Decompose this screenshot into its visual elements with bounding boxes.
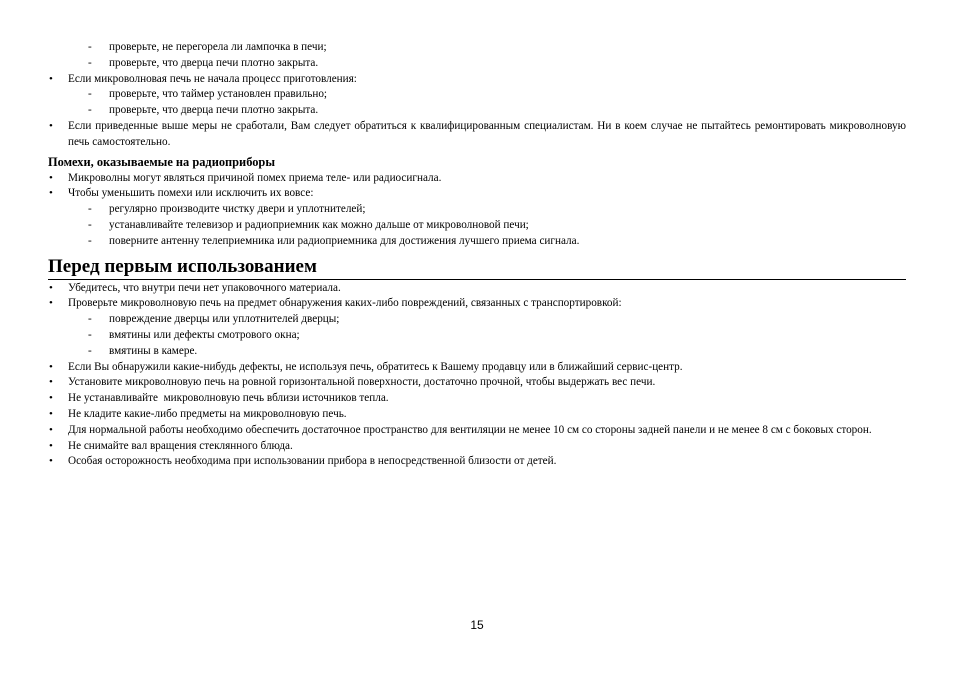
dash-item [48, 40, 906, 56]
bullet-item [48, 454, 906, 470]
bullet-item [48, 119, 906, 151]
section-subheading: Помехи, оказываемые на радиоприборы [48, 154, 275, 169]
dash-marker: - [88, 88, 92, 101]
item-text: вмятины или дефекты смотрового окна; [109, 328, 300, 341]
item-text: Убедитесь, что внутри печи нет упаковочного материала. [68, 281, 341, 294]
bullet-marker: • [49, 187, 53, 200]
dash-marker: - [88, 344, 92, 357]
dash-marker: - [88, 234, 92, 247]
item-text: Для нормальной работы необходимо обеспечить достаточное пространство для вентиляции не менее 10 см со стороны задней панели и не менее 8 см с боковых сторон. [68, 423, 872, 436]
item-text: проверьте, что дверца печи плотно закрыта. [109, 104, 319, 117]
item-text: Если Вы обнаружили какие-нибудь дефекты, не используя печь, обратитесь к Вашему продавцу или в ближайший сервис-центр. [68, 360, 683, 373]
dash-item [48, 234, 906, 250]
bullet-marker: • [49, 423, 53, 436]
item-text: повреждение дверцы или уплотнителей дверцы; [109, 313, 340, 326]
bullet-item [48, 375, 906, 391]
bullet-marker: • [49, 439, 53, 452]
item-text: Микроволны могут являться причиной помех приема теле- или радиосигнала. [68, 171, 442, 184]
bullet-marker: • [49, 72, 53, 85]
dash-item [48, 218, 906, 234]
dash-item [48, 328, 906, 344]
bullet-marker: • [49, 360, 53, 373]
item-text: Не кладите какие-либо предметы на микроволновую печь. [68, 407, 347, 420]
bullet-marker: • [49, 407, 53, 420]
page-number: 15 [470, 618, 484, 632]
dash-marker: - [88, 328, 92, 341]
bullet-marker: • [49, 376, 53, 389]
dash-item [48, 344, 906, 360]
item-text: Если микроволновая печь не начала процесс приготовления: [68, 72, 357, 85]
dash-marker: - [88, 104, 92, 117]
item-text: регулярно производите чистку двери и уплотнителей; [109, 203, 366, 216]
bullet-item [48, 423, 906, 439]
bullet-marker: • [49, 119, 53, 132]
dash-marker: - [88, 41, 92, 53]
section-heading: Перед первым использованием [48, 256, 906, 280]
item-text: Установите микроволновую печь на ровной горизонтальной поверхности, достаточно прочной, чтобы выдержать вес печи. [68, 376, 656, 389]
bullet-item [48, 281, 906, 297]
item-text: Проверьте микроволновую печь на предмет обнаружения каких-либо повреждений, связанных с транспортировкой: [68, 297, 622, 310]
bullet-item [48, 72, 906, 88]
bullet-marker: • [49, 392, 53, 405]
item-text: Не устанавливайте микроволновую печь вблизи источников тепла. [68, 392, 389, 405]
item-text: устанавливайте телевизор и радиоприемник как можно дальше от микроволновой печи; [109, 218, 529, 231]
item-text: Если приведенные выше меры не сработали, Вам следует обратиться к квалифицированным специалистам. Ни в коем случае не пытайтесь ремонтировать микроволновую печь самостоятельно. [68, 119, 906, 148]
bullet-marker: • [49, 281, 53, 294]
dash-item [48, 312, 906, 328]
bullet-marker: • [49, 171, 53, 184]
item-text: вмятины в камере. [109, 344, 198, 357]
dash-item [48, 56, 906, 72]
item-text: Не снимайте вал вращения стеклянного блюда. [68, 439, 293, 452]
item-text: Особая осторожность необходима при использовании прибора в непосредственной близости от детей. [68, 455, 557, 468]
dash-item [48, 87, 906, 103]
bullet-marker: • [49, 297, 53, 310]
bullet-item [48, 407, 906, 423]
bullet-item [48, 186, 906, 202]
bullet-item [48, 171, 906, 187]
dash-marker: - [88, 218, 92, 231]
item-text: проверьте, что дверца печи плотно закрыта. [109, 56, 319, 69]
dash-marker: - [88, 56, 92, 69]
bullet-item [48, 391, 906, 407]
dash-item [48, 103, 906, 119]
item-text: проверьте, что таймер установлен правильно; [109, 88, 328, 101]
item-text: проверьте, не перегорела ли лампочка в печи; [109, 41, 327, 53]
bullet-item [48, 439, 906, 455]
dash-marker: - [88, 313, 92, 326]
item-text: Чтобы уменьшить помехи или исключить их вовсе: [68, 187, 314, 200]
document-page [48, 40, 906, 470]
dash-item [48, 202, 906, 218]
bullet-item [48, 360, 906, 376]
bullet-item [48, 296, 906, 312]
dash-marker: - [88, 203, 92, 216]
bullet-marker: • [49, 455, 53, 468]
item-text: поверните антенну телеприемника или радиоприемника для достижения лучшего приема сигнала. [109, 234, 580, 247]
